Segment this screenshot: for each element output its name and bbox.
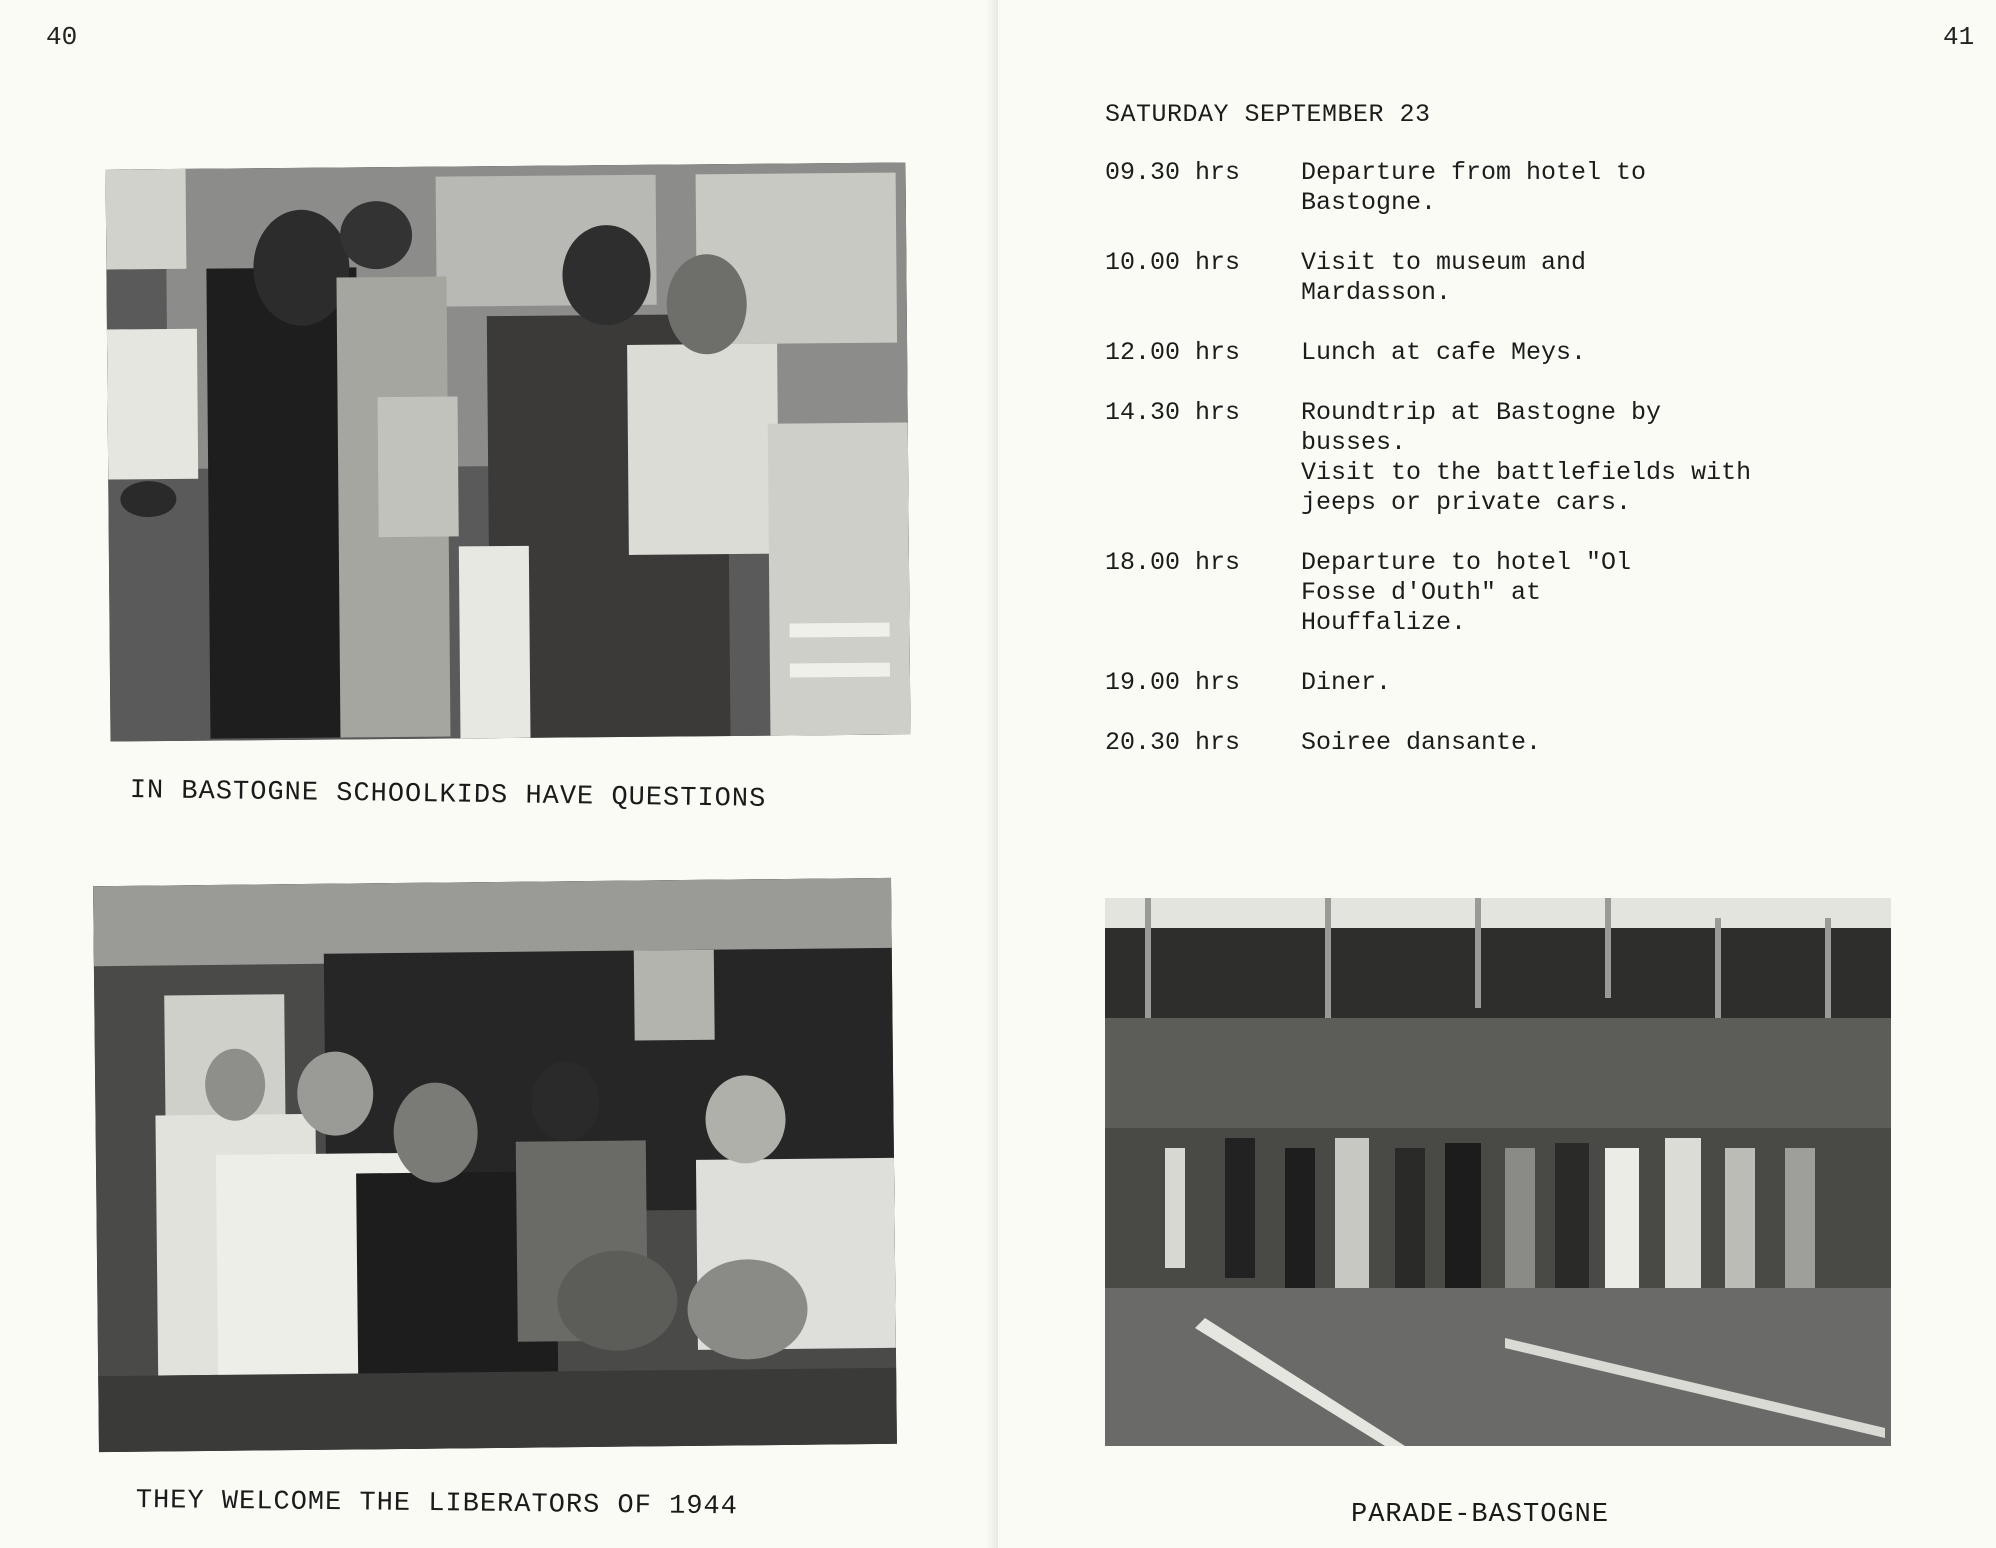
schedule-list — [1105, 158, 1905, 788]
entry-description: Diner. — [1301, 668, 1392, 697]
schedule-entry — [1105, 668, 1905, 698]
schedule-entry — [1105, 548, 1905, 638]
schedule-entry — [1105, 728, 1905, 758]
entry-time: 09.30 hrs — [1105, 158, 1241, 187]
entry-time: 19.00 hrs — [1105, 668, 1241, 697]
page-number-left: 40 — [46, 22, 78, 52]
photo-parade-graphic — [1105, 898, 1891, 1446]
entry-time: 20.30 hrs — [1105, 728, 1241, 757]
entry-time: 14.30 hrs — [1105, 398, 1241, 427]
schedule-entry — [1105, 398, 1905, 518]
entry-description: Roundtrip at Bastogne by busses. Visit to the battlefields with jeeps or private cars. — [1301, 398, 1752, 517]
caption-liberators: THEY WELCOME THE LIBERATORS OF 1944 — [135, 1486, 739, 1523]
entry-description: Departure to hotel "Ol Fosse d'Outh" at Houffalize. — [1301, 548, 1632, 637]
photo-schoolkids-questions — [106, 163, 911, 742]
caption-schoolkids: IN BASTOGNE SCHOOLKIDS HAVE QUESTIONS — [129, 776, 767, 815]
photo-liberators-graphic — [93, 878, 897, 1452]
schedule-entry — [1105, 248, 1905, 308]
caption-parade: PARADE-BASTOGNE — [1351, 1500, 1610, 1530]
entry-time: 12.00 hrs — [1105, 338, 1241, 367]
photo-schoolkids-graphic — [106, 163, 911, 742]
right-page — [998, 0, 1996, 1548]
photo-parade-bastogne — [1105, 898, 1891, 1446]
entry-time: 10.00 hrs — [1105, 248, 1241, 277]
entry-description: Lunch at cafe Meys. — [1301, 338, 1587, 367]
entry-description: Departure from hotel to Bastogne. — [1301, 158, 1647, 217]
photo-welcome-liberators — [93, 878, 897, 1452]
page-number-right: 41 — [1943, 22, 1975, 52]
schedule-entry — [1105, 338, 1905, 368]
entry-time: 18.00 hrs — [1105, 548, 1241, 577]
entry-description: Soiree dansante. — [1301, 728, 1542, 757]
entry-description: Visit to museum and Mardasson. — [1301, 248, 1587, 307]
day-title: SATURDAY SEPTEMBER 23 — [1105, 100, 1431, 129]
schedule-entry — [1105, 158, 1905, 218]
